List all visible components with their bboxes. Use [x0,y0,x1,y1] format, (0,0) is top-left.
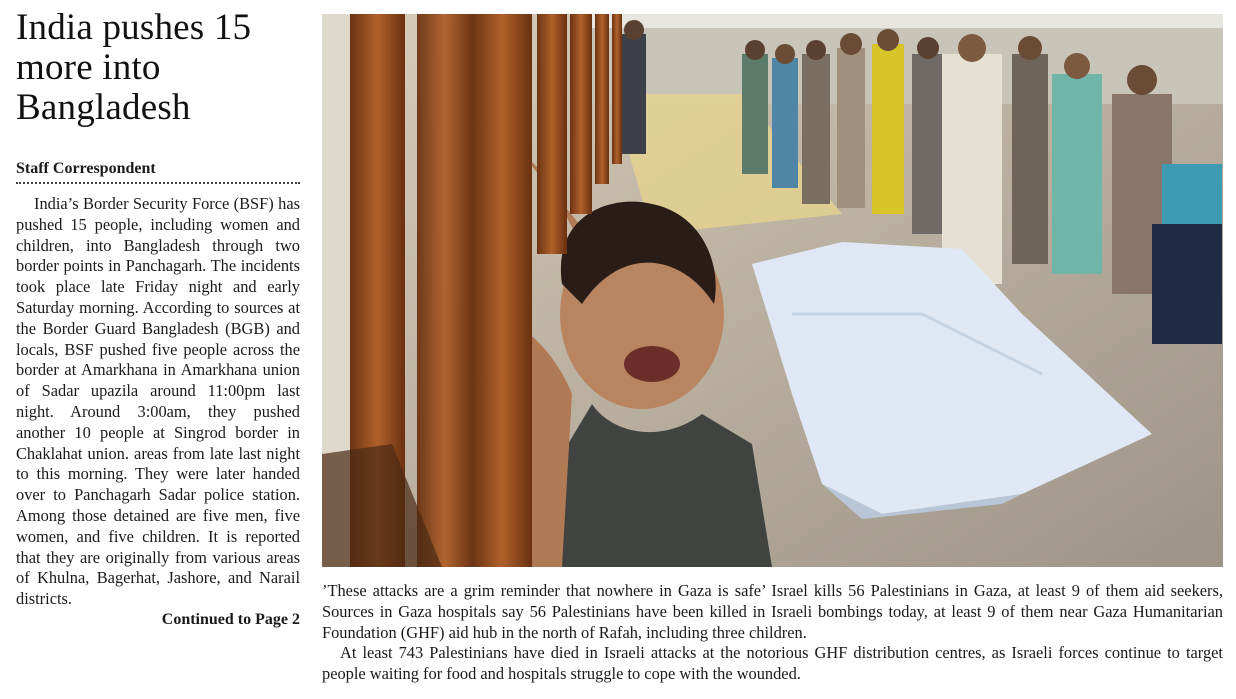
byline: Staff Correspondent [16,160,300,184]
caption-paragraph-1: ’These attacks are a grim reminder that nowhere in Gaza is safe’ Israel kills 56 Palestinians in Gaza, at least 9 of them aid seekers, Sources in Gaza hospitals say 56 Palestinians have been killed in Israeli bombings today, at least 9 of them near Gaza Humanitarian Foundation (GHF) aid hub in the north of Rafah, including three children. [322,581,1223,642]
caption-paragraph-2: At least 743 Palestinians have died in Israeli attacks at the notorious GHF distribution centres, as Israeli forces continue to target people waiting for food and hospitals struggle to cope with the wounded. [322,643,1223,684]
photo-caption [322,581,1223,685]
article-body: India’s Border Security Force (BSF) has pushed 15 people, including women and children, into Bangladesh through two border points in Panchagarh. The incidents took place late Friday night and early Saturday morning. According to sources at the Border Guard Bangladesh (BGB) and locals, BSF pushed five people across the border at Amarkhana in Amarkhana union of Sadar upazila around 11:00pm last night. Around 3:00am, they pushed another 10 people at Singrod border in Chaklahat union. areas from late last night to this morning. They were later handed over to Panchagarh Sadar police station. Among those detained are five men, five women, and five children. It is reported that they are originally from various areas of Khulna, Bagerhat, Jashore, and Narail districts. [16,194,300,609]
continued-link[interactable]: Continued to Page 2 [161,610,300,628]
news-photo [322,14,1223,567]
headline: India pushes 15 more into Bangladesh [16,7,252,128]
article-column [16,8,300,630]
